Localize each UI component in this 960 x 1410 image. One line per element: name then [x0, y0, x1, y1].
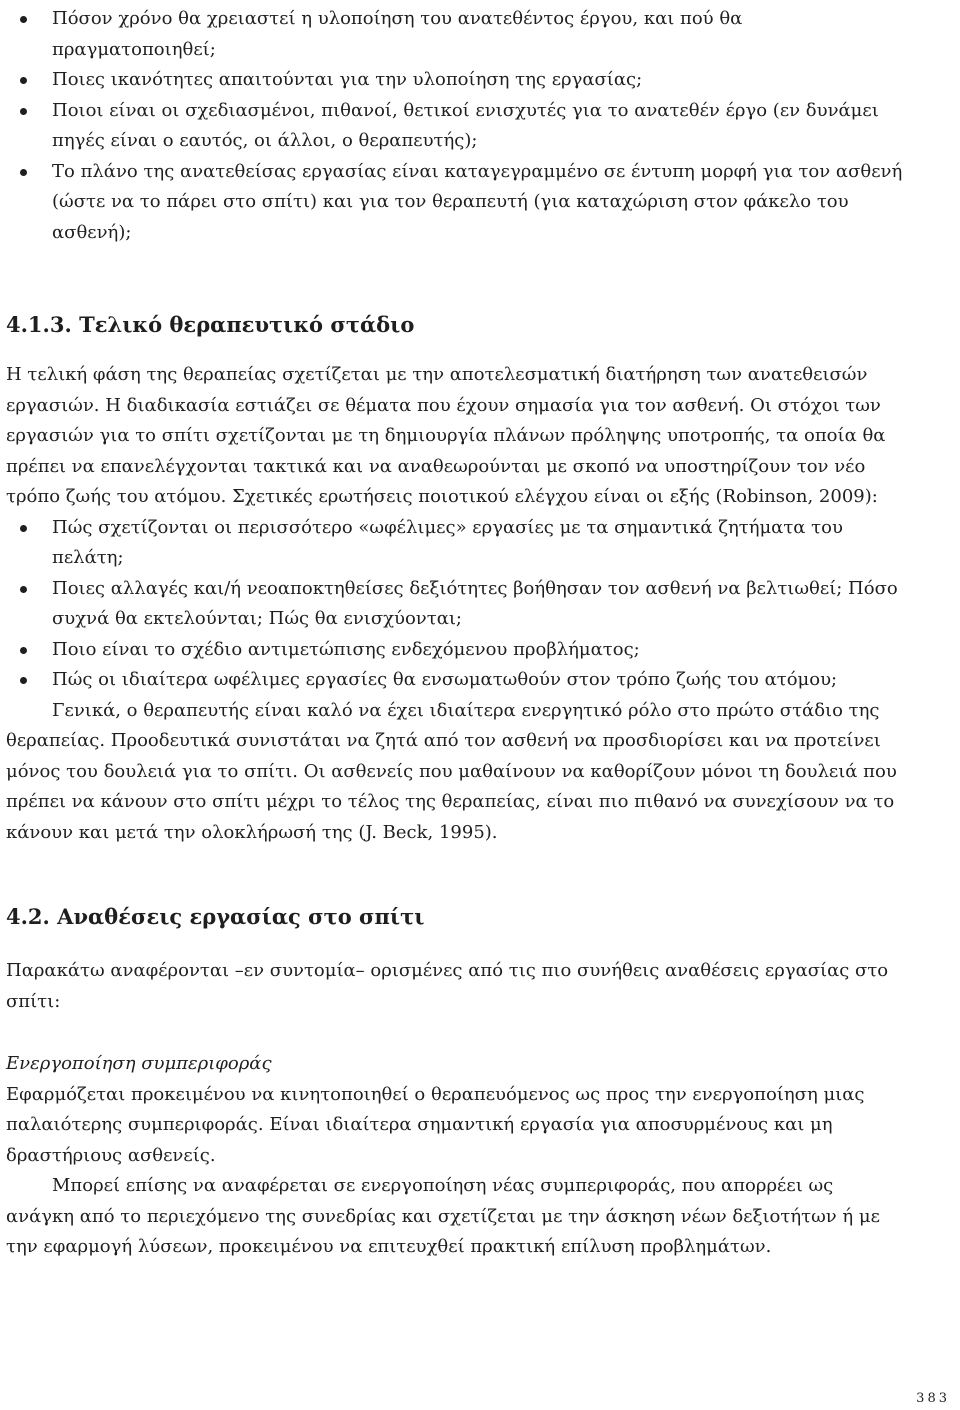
- bullet-icon: [20, 108, 27, 115]
- list-item: [6, 157, 904, 249]
- bullet-icon: [20, 77, 27, 84]
- quality-questions-list: [6, 513, 904, 696]
- list-item-text: Πώς οι ιδιαίτερα ωφέλιμες εργασίες θα ενσωματωθούν στον τρόπο ζωής του ατόμου;: [52, 669, 838, 690]
- list-item-text: Ποιες αλλαγές και/ή νεοαποκτηθείσες δεξιότητες βοήθησαν τον ασθενή να βελτιωθεί; Πόσο συχνά θα εκτελούνται; Πώς θα ενισχύονται;: [52, 577, 898, 629]
- list-item-text: Ποιες ικανότητες απαιτούνται για την υλοποίηση της εργασίας;: [52, 69, 643, 90]
- section-heading-4-2: 4.2. Αναθέσεις εργασίας στο σπίτι: [6, 904, 425, 929]
- list-item-text: Ποιο είναι το σχέδιο αντιμετώπισης ενδεχόμενου προβλήματος;: [52, 638, 640, 660]
- bullet-icon: [20, 16, 27, 23]
- list-item: [6, 635, 904, 666]
- list-item: [6, 65, 904, 96]
- list-item: [6, 513, 904, 574]
- subheading-behavior-activation: Ενεργοποίηση συμπεριφοράς: [6, 1053, 272, 1074]
- list-item-text: Το πλάνο της ανατεθείσας εργασίας είναι καταγεγραμμένο σε έντυπη μορφή για τον ασθενή (ώστε να το πάρει στο σπίτι) και για τον θεραπευτή (για καταχώριση στον φάκελο του ασθενή);: [52, 160, 903, 243]
- bullet-icon: [20, 677, 27, 684]
- continuation-bullet-list: [6, 4, 904, 248]
- page-number: 383: [916, 1391, 950, 1406]
- body-paragraph: Εφαρμόζεται προκειμένου να κινητοποιηθεί ο θεραπευόμενος ως προς την ενεργοποίηση μιας παλαιότερης συμπεριφοράς. Είναι ιδιαίτερα σημαντική εργασία για αποσυρμένους και μη δραστήριους ασθενείς.: [6, 1083, 865, 1166]
- bullet-icon: [20, 586, 27, 593]
- section-intro: Παρακάτω αναφέρονται –εν συντομία– ορισμένες από τις πιο συνήθεις αναθέσεις εργασίας στο σπίτι:: [6, 960, 889, 1012]
- list-item: [6, 4, 904, 65]
- list-item: [6, 574, 904, 635]
- section-paragraph: Η τελική φάση της θεραπείας σχετίζεται με την αποτελεσματική διατήρηση των ανατεθεισών εργασιών. Η διαδικασία εστιάζει σε θέματα που έχουν σημασία για τον ασθενή. Οι στόχοι των εργασιών για το σπίτι σχετίζονται με τη δημιουργία πλάνων πρόληψης υποτροπής, τα οποία θα πρέπει να επανελέγχονται τακτικά και να αναθεωρούνται με σκοπό να υποστηρίζουν τον νέο τρόπο ζωής του ατόμου. Σχετικές ερωτήσεις ποιοτικού ελέγχου είναι οι εξής (Robinson, 2009):: [6, 364, 886, 507]
- closing-paragraph: Γενικά, ο θεραπευτής είναι καλό να έχει ιδιαίτερα ενεργητικό ρόλο στο πρώτο στάδιο της θεραπείας. Προοδευτικά συνιστάται να ζητά από τον ασθενή να προσδιορίσει και να προτείνει μόνος του δουλειά για το σπίτι. Οι ασθενείς που μαθαίνουν να καθορίζουν μόνοι τη δουλειά που πρέπει να κάνουν στο σπίτι μέχρι το τέλος της θεραπείας, είναι πιο πιθανό να συνεχίσουν να το κάνουν και μετά την ολοκλήρωσή της (J. Beck, 1995).: [6, 699, 897, 843]
- list-item-text: Πόσον χρόνο θα χρειαστεί η υλοποίηση του ανατεθέντος έργου, και πού θα πραγματοποιηθεί;: [52, 8, 743, 60]
- list-item-text: Ποιοι είναι οι σχεδιασμένοι, πιθανοί, θετικοί ενισχυτές για το ανατεθέν έργο (εν δυνάμει πηγές είναι ο εαυτός, οι άλλοι, ο θεραπευτής);: [52, 99, 879, 151]
- list-item: [6, 665, 904, 696]
- list-item: [6, 96, 904, 157]
- section-heading-4-1-3: 4.1.3. Τελικό θεραπευτικό στάδιο: [6, 312, 415, 337]
- bullet-icon: [20, 647, 27, 654]
- bullet-icon: [20, 525, 27, 532]
- list-item-text: Πώς σχετίζονται οι περισσότερο «ωφέλιμες» εργασίες με τα σημαντικά ζητήματα του πελάτη;: [52, 516, 843, 568]
- body-paragraph: Μπορεί επίσης να αναφέρεται σε ενεργοποίηση νέας συμπεριφοράς, που απορρέει ως ανάγκη από το περιεχόμενο της συνεδρίας και σχετίζεται με την άσκηση νέων δεξιοτήτων ή με την εφαρμογή λύσεων, προκειμένου να επιτευχθεί πρακτική επίλυση προβλημάτων.: [6, 1175, 880, 1257]
- bullet-icon: [20, 169, 27, 176]
